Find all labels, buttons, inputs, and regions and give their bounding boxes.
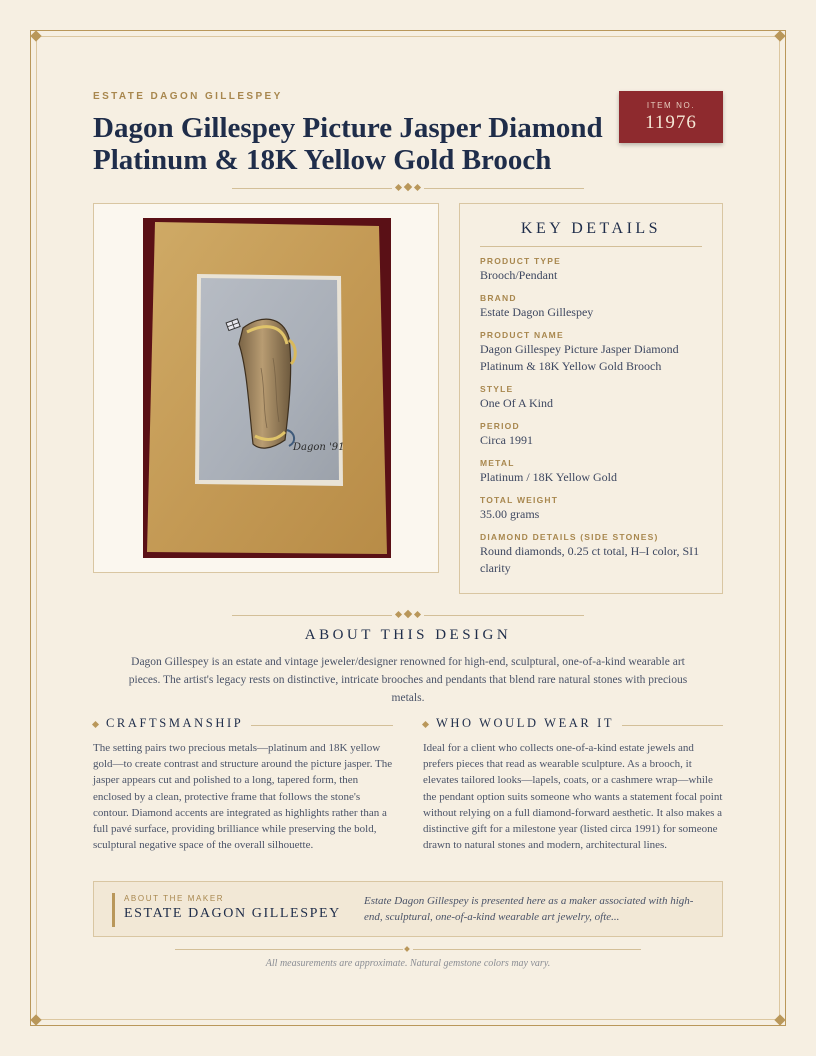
product-photo-box [93,203,439,573]
craftsmanship-text: The setting pairs two precious metals—platinum and 18K yellow gold—to create contrast and structure around the picture jasper. The jasper appears cut and polished to a long, tapered form, then enclosed by a clean, protective frame that follows the stone's contour. Diamond accents are integrated as highlights rather than a full pavé surface, providing brilliance while preserving the bold, sculptural negative space of the overall silhouette. [93,742,393,852]
about-heading: ABOUT THIS DESIGN [304,627,512,643]
item-number-label: ITEM NO. [646,101,696,110]
detail-label: PERIOD [480,421,520,431]
maker-accent-bar [112,893,115,927]
detail-label: PRODUCT TYPE [480,256,561,266]
key-details-rule [480,246,702,247]
detail-row [480,256,702,284]
detail-value: One Of A Kind [480,396,553,410]
craftsmanship-heading: CRAFTSMANSHIP [106,716,251,731]
detail-value: Circa 1991 [480,433,533,447]
footnote: All measurements are approximate. Natural gemstone colors may vary. [265,958,551,969]
detail-label: METAL [480,458,515,468]
item-number-value: 11976 [645,112,697,133]
detail-label: TOTAL WEIGHT [480,495,559,505]
about-divider [232,609,584,621]
artist-signature: Dagon '91 [293,442,345,453]
detail-label: BRAND [480,293,517,303]
detail-row [480,384,702,412]
wearer-header [423,716,723,734]
brooch-illustration [143,218,391,558]
detail-row [480,458,702,486]
detail-value: Round diamonds, 0.25 ct total, H–I color, SI1 clarity [480,544,700,575]
detail-value: Platinum / 18K Yellow Gold [480,470,618,484]
about-text: Dagon Gillespey is an estate and vintage jeweler/designer renowned for high-end, sculptural, one-of-a-kind wearable art pieces. The artist's legacy rests on distinctive, intricate brooches and pendants that blend rare natural stones with precious metals. [128,656,688,704]
wearer-section [423,716,723,853]
detail-row [480,293,702,321]
key-details-panel [459,203,723,594]
title-divider [232,182,584,194]
brand-eyebrow: ESTATE DAGON GILLESPEY [93,91,283,102]
maker-text: Estate Dagon Gillespey is presented here as a maker associated with high-end, sculptural, one-of-a-kind wearable art jewelry, ofte... [364,895,694,923]
item-number-badge [619,91,723,143]
craftsmanship-header [93,716,393,734]
maker-label: ABOUT THE MAKER [124,894,225,903]
diamond-bullet-icon [422,721,429,728]
key-details-heading: KEY DETAILS [520,220,662,237]
craftsmanship-section [93,716,393,853]
detail-value: 35.00 grams [480,507,540,521]
detail-value: Estate Dagon Gillespey [480,305,594,319]
detail-row [480,330,702,375]
maker-name: ESTATE DAGON GILLESPEY [124,906,341,921]
detail-label: STYLE [480,384,514,394]
detail-value: Brooch/Pendant [480,268,558,282]
wearer-heading: WHO WOULD WEAR IT [436,716,622,731]
detail-row [480,421,702,449]
detail-label: PRODUCT NAME [480,330,564,340]
detail-row [480,495,702,523]
footer-divider [175,943,641,955]
detail-row [480,532,702,577]
about-maker-box [93,881,723,937]
wearer-text: Ideal for a client who collects one-of-a-kind estate jewels and prefers pieces that read as wearable sculpture. As a brooch, it elevates tailored looks—lapels, coats, or a cashmere wrap—while the pendant option suits someone who wants a statement focal point without relying on a full diamond-forward aesthetic. It also makes a distinctive gift for a milestone year (listed circa 1991) for someone drawn to natural stones and modern, architectural lines. [423,742,723,852]
diamond-bullet-icon [92,721,99,728]
detail-value: Dagon Gillespey Picture Jasper Diamond Platinum & 18K Yellow Gold Brooch [480,342,679,373]
detail-label: DIAMOND DETAILS (SIDE STONES) [480,532,659,542]
product-photo [143,218,391,558]
product-title: Dagon Gillespey Picture Jasper Diamond Platinum & 18K Yellow Gold Brooch [93,112,603,176]
